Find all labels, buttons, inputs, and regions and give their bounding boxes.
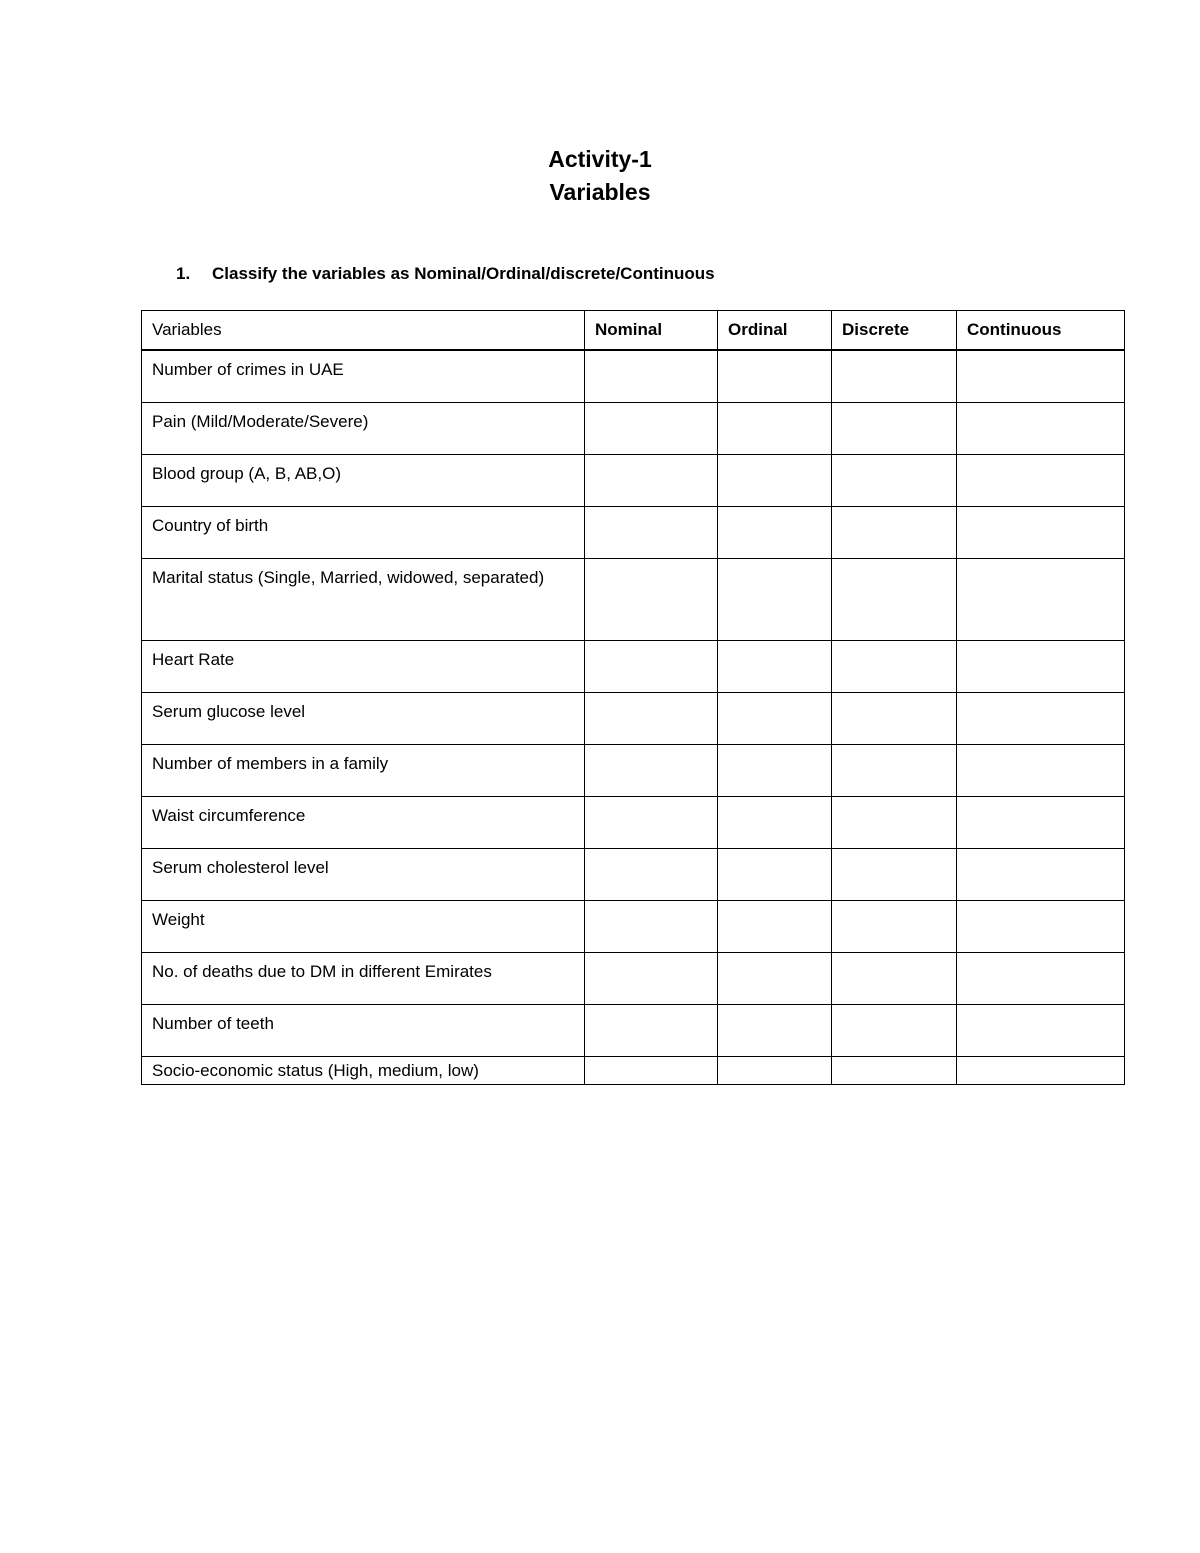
ordinal-cell[interactable]: [718, 797, 832, 849]
table-row: [142, 1057, 1125, 1085]
continuous-cell[interactable]: [957, 901, 1125, 953]
table-row: [142, 1005, 1125, 1057]
header-continuous: Continuous: [957, 311, 1125, 351]
table-row: [142, 455, 1125, 507]
nominal-cell[interactable]: [585, 641, 718, 693]
question-1: [176, 263, 715, 285]
variable-cell: Blood group (A, B, AB,O): [142, 455, 585, 507]
discrete-cell[interactable]: [832, 693, 957, 745]
table-header-row: [142, 311, 1125, 351]
discrete-cell[interactable]: [832, 797, 957, 849]
table-row: [142, 350, 1125, 403]
table-row: [142, 641, 1125, 693]
table-row: [142, 745, 1125, 797]
nominal-cell[interactable]: [585, 403, 718, 455]
continuous-cell[interactable]: [957, 350, 1125, 403]
discrete-cell[interactable]: [832, 745, 957, 797]
variable-cell: Serum glucose level: [142, 693, 585, 745]
ordinal-cell[interactable]: [718, 693, 832, 745]
variable-cell: Weight: [142, 901, 585, 953]
table-row: [142, 797, 1125, 849]
continuous-cell[interactable]: [957, 559, 1125, 641]
question-text: Classify the variables as Nominal/Ordinal/discrete/Continuous: [212, 264, 715, 283]
continuous-cell[interactable]: [957, 455, 1125, 507]
nominal-cell[interactable]: [585, 953, 718, 1005]
variable-cell: Pain (Mild/Moderate/Severe): [142, 403, 585, 455]
table-row: [142, 901, 1125, 953]
nominal-cell[interactable]: [585, 455, 718, 507]
discrete-cell[interactable]: [832, 455, 957, 507]
discrete-cell[interactable]: [832, 559, 957, 641]
question-number: 1.: [176, 264, 191, 283]
nominal-cell[interactable]: [585, 797, 718, 849]
nominal-cell[interactable]: [585, 507, 718, 559]
continuous-cell[interactable]: [957, 849, 1125, 901]
header-nominal: Nominal: [585, 311, 718, 351]
variable-cell: Heart Rate: [142, 641, 585, 693]
variable-cell: Serum cholesterol level: [142, 849, 585, 901]
variable-cell: Number of crimes in UAE: [142, 350, 585, 403]
discrete-cell[interactable]: [832, 901, 957, 953]
discrete-cell[interactable]: [832, 1057, 957, 1085]
discrete-cell[interactable]: [832, 507, 957, 559]
classification-table: [141, 310, 1125, 1085]
continuous-cell[interactable]: [957, 745, 1125, 797]
continuous-cell[interactable]: [957, 1005, 1125, 1057]
ordinal-cell[interactable]: [718, 350, 832, 403]
nominal-cell[interactable]: [585, 901, 718, 953]
variable-cell: Waist circumference: [142, 797, 585, 849]
discrete-cell[interactable]: [832, 953, 957, 1005]
ordinal-cell[interactable]: [718, 1005, 832, 1057]
nominal-cell[interactable]: [585, 693, 718, 745]
discrete-cell[interactable]: [832, 849, 957, 901]
continuous-cell[interactable]: [957, 693, 1125, 745]
variable-cell: Number of teeth: [142, 1005, 585, 1057]
nominal-cell[interactable]: [585, 1057, 718, 1085]
variable-cell: Marital status (Single, Married, widowed, separated): [142, 559, 585, 641]
nominal-cell[interactable]: [585, 559, 718, 641]
continuous-cell[interactable]: [957, 403, 1125, 455]
nominal-cell[interactable]: [585, 1005, 718, 1057]
table-row: [142, 849, 1125, 901]
continuous-cell[interactable]: [957, 797, 1125, 849]
ordinal-cell[interactable]: [718, 901, 832, 953]
header-ordinal: Ordinal: [718, 311, 832, 351]
continuous-cell[interactable]: [957, 507, 1125, 559]
header-variables: Variables: [142, 311, 585, 351]
page-subtitle: Variables: [549, 179, 651, 205]
ordinal-cell[interactable]: [718, 403, 832, 455]
variable-cell: No. of deaths due to DM in different Emirates: [142, 953, 585, 1005]
discrete-cell[interactable]: [832, 350, 957, 403]
continuous-cell[interactable]: [957, 1057, 1125, 1085]
table-row: [142, 559, 1125, 641]
variable-cell: Socio-economic status (High, medium, low): [142, 1057, 585, 1085]
ordinal-cell[interactable]: [718, 953, 832, 1005]
discrete-cell[interactable]: [832, 641, 957, 693]
nominal-cell[interactable]: [585, 745, 718, 797]
ordinal-cell[interactable]: [718, 1057, 832, 1085]
ordinal-cell[interactable]: [718, 849, 832, 901]
continuous-cell[interactable]: [957, 953, 1125, 1005]
discrete-cell[interactable]: [832, 403, 957, 455]
ordinal-cell[interactable]: [718, 641, 832, 693]
discrete-cell[interactable]: [832, 1005, 957, 1057]
header-discrete: Discrete: [832, 311, 957, 351]
variable-cell: Country of birth: [142, 507, 585, 559]
nominal-cell[interactable]: [585, 849, 718, 901]
continuous-cell[interactable]: [957, 641, 1125, 693]
page-title: Activity-1: [548, 146, 652, 172]
table-row: [142, 693, 1125, 745]
table-row: [142, 507, 1125, 559]
table-row: [142, 953, 1125, 1005]
ordinal-cell[interactable]: [718, 507, 832, 559]
ordinal-cell[interactable]: [718, 745, 832, 797]
ordinal-cell[interactable]: [718, 559, 832, 641]
nominal-cell[interactable]: [585, 350, 718, 403]
table-row: [142, 403, 1125, 455]
variable-cell: Number of members in a family: [142, 745, 585, 797]
ordinal-cell[interactable]: [718, 455, 832, 507]
